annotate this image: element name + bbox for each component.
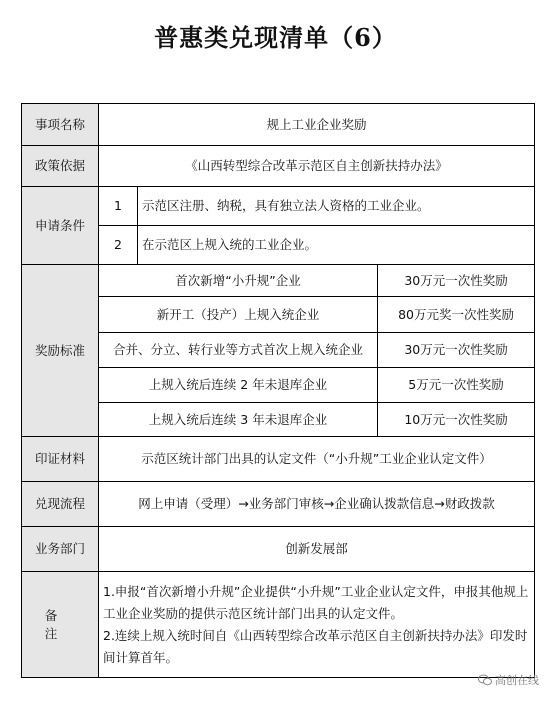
- standard-amount: 30万元一次性奖励: [378, 265, 535, 297]
- row-standard-2: [22, 297, 535, 333]
- standard-amount: 30万元一次性奖励: [378, 333, 535, 368]
- process-value: 网上申请（受理）→业务部门审核→企业确认拨款信息→财政拨款: [99, 482, 535, 527]
- materials-label: 印证材料: [22, 437, 99, 482]
- notes-label-text: 备 注: [44, 607, 76, 641]
- standard-amount: 80万元奖一次性奖励: [378, 297, 535, 333]
- page-title: 普惠类兑现清单（6）: [154, 23, 397, 52]
- standard-amount: 10万元一次性奖励: [378, 403, 535, 437]
- condition-text: 示范区注册、纳税，具有独立法人资格的工业企业。: [138, 187, 535, 226]
- row-materials: [22, 437, 535, 482]
- process-label: 兑现流程: [22, 482, 99, 527]
- notes-label: [22, 572, 99, 678]
- row-standard-4: [22, 368, 535, 403]
- row-item-name: [22, 104, 535, 146]
- row-process: [22, 482, 535, 527]
- item-name-value: 规上工业企业奖励: [99, 104, 535, 146]
- row-condition-2: [22, 226, 535, 265]
- condition-text: 在示范区上规入统的工业企业。: [138, 226, 535, 265]
- watermark: [478, 672, 539, 688]
- materials-value: 示范区统计部门出具的认定文件（“小升规”工业企业认定文件）: [99, 437, 535, 482]
- item-name-label: 事项名称: [22, 104, 99, 146]
- standard-condition: 新开工（投产）上规入统企业: [99, 297, 378, 333]
- standard-condition: 上规入统后连续 3 年未退库企业: [99, 403, 378, 437]
- row-policy-basis: [22, 146, 535, 187]
- row-standard-3: [22, 333, 535, 368]
- policy-basis-label: 政策依据: [22, 146, 99, 187]
- note-line: 2.连续上规入统时间自《山西转型综合改革示范区自主创新扶持办法》印发时间计算首年。: [103, 627, 528, 665]
- standards-label: 奖励标准: [22, 265, 99, 437]
- wechat-icon: [478, 674, 492, 686]
- row-standard-5: [22, 403, 535, 437]
- standard-amount: 5万元一次性奖励: [378, 368, 535, 403]
- notes-value: [99, 572, 535, 678]
- row-notes: [22, 572, 535, 678]
- row-department: [22, 527, 535, 572]
- department-label: 业务部门: [22, 527, 99, 572]
- conditions-label: 申请条件: [22, 187, 99, 265]
- row-condition-1: [22, 187, 535, 226]
- policy-basis-value: 《山西转型综合改革示范区自主创新扶持办法》: [99, 146, 535, 187]
- standard-condition: 首次新增“小升规”企业: [99, 265, 378, 297]
- standard-condition: 合并、分立、转行业等方式首次上规入统企业: [99, 333, 378, 368]
- condition-number: 1: [99, 187, 138, 226]
- policy-table: [21, 103, 535, 678]
- row-standard-1: [22, 265, 535, 297]
- note-line: 1.申报“首次新增小升规”企业提供“小升规”工业企业认定文件，申报其他规上工业企业奖励的提供示范区统计部门出具的认定文件。: [103, 583, 529, 621]
- watermark-text: 高创在线: [495, 674, 539, 687]
- condition-number: 2: [99, 226, 138, 265]
- department-value: 创新发展部: [99, 527, 535, 572]
- standard-condition: 上规入统后连续 2 年未退库企业: [99, 368, 378, 403]
